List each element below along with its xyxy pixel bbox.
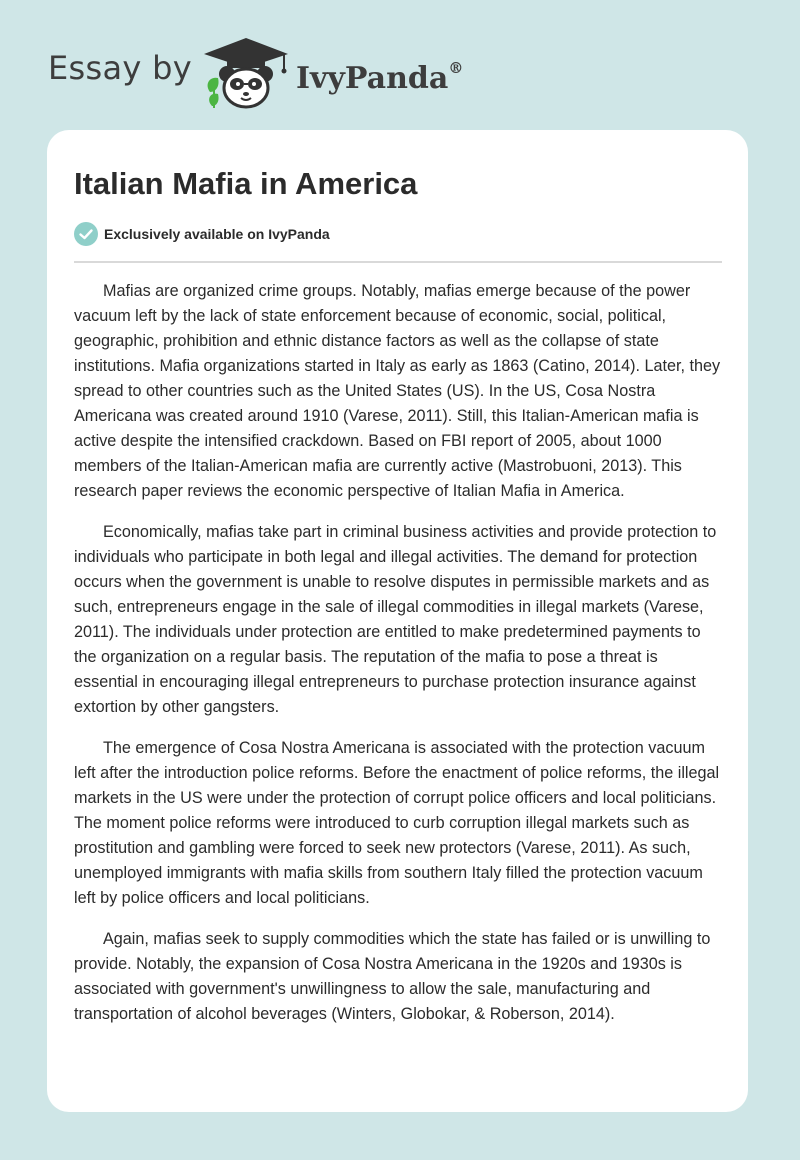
paragraph: The emergence of Cosa Nostra Americana is associated with the protection vacuum left after the introduction police reforms. Before the enactment of police reforms, the illegal markets in the US were under the protection of corrupt police officers and local politicians. The moment police reforms were introduced to curb corruption illegal markets such as prostitution and gambling were forced to seek new protectors (Varese, 2011). As such, unemployed immigrants with mafia skills from southern Italy filled the protection vacuum left by police officers and local politicians. [74, 739, 720, 907]
registered-mark: ® [448, 59, 464, 77]
article-card [47, 130, 748, 1112]
article-title: Italian Mafia in America [74, 166, 418, 201]
paragraph: Mafias are organized crime groups. Notably, mafias emerge because of the power vacuum left by the lack of state enforcement because of economic, social, political, geographic, prohibition and ethnic distance factors as well as the collapse of state institutions. Mafia organizations started in Italy as early as 1863 (Catino, 2014). Later, they spread to other countries such as the United States (US). In the US, Cosa Nostra Americana was created around 1910 (Varese, 2011). Still, this Italian-American mafia is active despite the intensified crackdown. Based on FBI report of 2005, about 1000 members of the Italian-American mafia are currently active (Mastrobuoni, 2013). This research paper reviews the economic perspective of Italian Mafia in America. [74, 282, 721, 500]
brand-name: IvyPanda [296, 61, 449, 96]
brand-logo[interactable] [296, 52, 463, 99]
paragraph: Economically, mafias take part in criminal business activities and provide protection to individuals who participate in both legal and illegal activities. The demand for protection occurs when the government is unable to resolve disputes in permissible markets and as such, entrepreneurs engage in the sale of illegal commodities in illegal markets (Varese, 2011). The individuals under protection are entitled to make predetermined payments to the organization on a regular basis. The reputation of the mafia to pose a threat is essential in encouraging illegal entrepreneurs to purchase protection insurance against extortion by other gangsters. [74, 523, 717, 716]
title-divider [74, 261, 722, 263]
paragraph: Again, mafias seek to supply commodities which the state has failed or is unwilling to provide. Notably, the expansion of Cosa Nostra Americana in the 1920s and 1930s is associated with government's unwillingness to allow the sale, manufacturing and transportation of alcohol beverages (Winters, Globokar, & Roberson, 2014). [74, 930, 711, 1023]
exclusive-badge [74, 222, 330, 246]
essay-by-label: Essay by [48, 49, 192, 87]
site-header [0, 0, 800, 120]
check-circle-icon [74, 222, 98, 246]
panda-graduate-icon[interactable] [200, 34, 292, 110]
article-body [74, 279, 726, 1043]
exclusive-badge-text: Exclusively available on IvyPanda [104, 226, 330, 242]
